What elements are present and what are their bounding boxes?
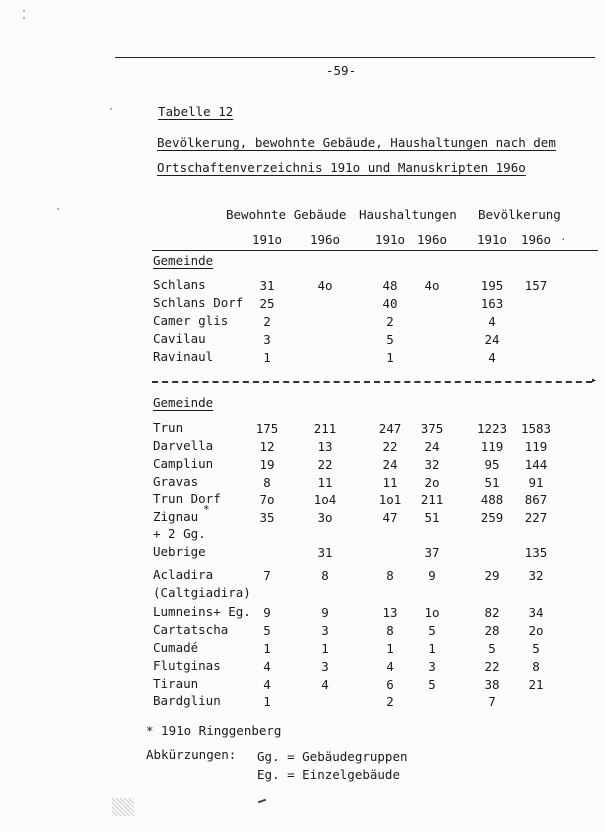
- table-cell: 227: [524, 510, 548, 525]
- row-name: Bardgliun: [153, 693, 221, 708]
- top-rule: [115, 57, 595, 58]
- table-cell: 119: [480, 439, 504, 454]
- table-label: Tabelle 12: [158, 104, 234, 119]
- table-cell: 4: [321, 677, 329, 692]
- row-name: Gravas: [153, 474, 199, 489]
- table-cell: 7: [488, 694, 496, 709]
- table-cell: 2: [386, 314, 394, 329]
- table-cell: 31: [259, 278, 275, 293]
- table-cell: 375: [420, 421, 444, 436]
- table-cell: 1: [386, 350, 394, 365]
- table-cell: 11: [382, 475, 398, 490]
- header-haushaltungen: Haushaltungen: [359, 207, 457, 222]
- table-cell: 4: [263, 659, 271, 674]
- table-cell: 4: [488, 314, 496, 329]
- abbreviation-line: Eg. = Einzelgebäude: [257, 767, 400, 782]
- table-cell: 8: [386, 568, 394, 583]
- table-cell: 5: [263, 623, 271, 638]
- table-cell: 135: [524, 545, 548, 560]
- header-bevoelkerung: Bevölkerung: [478, 207, 561, 222]
- table-cell: 157: [524, 278, 548, 293]
- row-name: Schlans: [153, 277, 206, 292]
- row-name: Trun Dorf: [153, 491, 221, 506]
- row-name: Acladira: [153, 567, 214, 582]
- row-name: + 2 Gg.: [153, 526, 206, 541]
- table-cell: 2: [263, 314, 271, 329]
- table-cell: 8: [263, 475, 271, 490]
- row-name: Cavilau: [153, 331, 206, 346]
- section-title-1: Gemeinde: [153, 253, 214, 268]
- table-cell: 19: [259, 457, 275, 472]
- abbreviations-label: Abkürzungen:: [146, 747, 237, 762]
- table-cell: 1223: [476, 421, 508, 436]
- table-cell: 37: [424, 545, 440, 560]
- table-cell: 9: [321, 605, 329, 620]
- row-name: (Caltgiadira): [153, 585, 251, 600]
- row-name: Cartatscha: [153, 622, 229, 637]
- row-name: Lumneins+ Eg.: [153, 604, 251, 619]
- table-cell: 6: [386, 677, 394, 692]
- table-cell: 3: [428, 659, 436, 674]
- table-cell: 51: [424, 510, 440, 525]
- table-cell: 22: [484, 659, 500, 674]
- table-cell: 32: [424, 457, 440, 472]
- table-cell: 4o: [317, 278, 333, 293]
- table-cell: 1583: [520, 421, 552, 436]
- table-cell: 1: [263, 350, 271, 365]
- header-rule: [152, 250, 598, 251]
- table-cell: 5: [428, 623, 436, 638]
- table-cell: 259: [480, 510, 504, 525]
- table-cell: 22: [382, 439, 398, 454]
- section-title-2: Gemeinde: [153, 395, 214, 410]
- page-number: -59-: [326, 63, 357, 78]
- table-cell: 5: [532, 641, 540, 656]
- table-cell: 119: [524, 439, 548, 454]
- row-name: Tiraun: [153, 676, 199, 691]
- table-cell: 24: [424, 439, 440, 454]
- table-cell: 2o: [528, 623, 544, 638]
- table-cell: 488: [480, 492, 504, 507]
- table-cell: 25: [259, 296, 275, 311]
- table-cell: 29: [484, 568, 500, 583]
- table-cell: 163: [480, 296, 504, 311]
- table-cell: 175: [255, 421, 279, 436]
- table-cell: 21: [528, 677, 544, 692]
- table-cell: 1: [321, 641, 329, 656]
- year-header: 191o: [476, 232, 508, 247]
- table-cell: 32: [528, 568, 544, 583]
- table-cell: 144: [524, 457, 548, 472]
- row-name: Trun: [153, 420, 184, 435]
- table-cell: 1: [428, 641, 436, 656]
- table-cell: 91: [528, 475, 544, 490]
- table-cell: 8: [532, 659, 540, 674]
- row-name: Cumadé: [153, 640, 199, 655]
- table-cell: 1: [263, 641, 271, 656]
- table-cell: 3: [321, 623, 329, 638]
- table-cell: 51: [484, 475, 500, 490]
- table-cell: 5: [428, 677, 436, 692]
- row-name: Darvella: [153, 438, 214, 453]
- table-cell: 8: [321, 568, 329, 583]
- table-cell: 24: [382, 457, 398, 472]
- table-cell: 11: [317, 475, 333, 490]
- table-cell: 1: [263, 694, 271, 709]
- table-cell: 2o: [424, 475, 440, 490]
- dashed-separator: [152, 381, 592, 383]
- table-cell: 4: [386, 659, 394, 674]
- row-name: Uebrige: [153, 544, 206, 559]
- year-header: 196o: [416, 232, 448, 247]
- row-name: Camer glis: [153, 313, 229, 328]
- header-bewohnte-gebaeude: Bewohnte Gebäude: [226, 207, 347, 222]
- title-line-1: Bevölkerung, bewohnte Gebäude, Haushaltungen nach dem: [157, 135, 556, 150]
- table-cell: 95: [484, 457, 500, 472]
- table-cell: 4o: [424, 278, 440, 293]
- table-cell: 7: [263, 568, 271, 583]
- table-cell: 247: [378, 421, 402, 436]
- zignau-asterisk: *: [203, 503, 210, 516]
- title-line-2: Ortschaftenverzeichnis 191o und Manuskripten 196o: [157, 160, 526, 175]
- table-cell: 9: [263, 605, 271, 620]
- row-name: Zignau: [153, 509, 199, 524]
- year-header: 191o: [251, 232, 283, 247]
- row-name: Flutginas: [153, 658, 221, 673]
- table-cell: 24: [484, 332, 500, 347]
- table-cell: 3: [321, 659, 329, 674]
- table-cell: 3: [263, 332, 271, 347]
- row-name: Ravinaul: [153, 349, 214, 364]
- row-name: Campliun: [153, 456, 214, 471]
- table-cell: 5: [386, 332, 394, 347]
- table-cell: 5: [488, 641, 496, 656]
- table-cell: 35: [259, 510, 275, 525]
- table-cell: 40: [382, 296, 398, 311]
- table-cell: 31: [317, 545, 333, 560]
- year-header: 196o: [309, 232, 341, 247]
- scan-smudge: [112, 798, 134, 816]
- scan-mark: [258, 799, 266, 804]
- table-cell: 13: [382, 605, 398, 620]
- footnote: * 191o Ringgenberg: [146, 723, 282, 738]
- row-name: Schlans Dorf: [153, 295, 244, 310]
- table-cell: 34: [528, 605, 544, 620]
- table-cell: 9: [428, 568, 436, 583]
- table-cell: 28: [484, 623, 500, 638]
- table-cell: 3o: [317, 510, 333, 525]
- table-cell: 211: [313, 421, 337, 436]
- table-cell: 82: [484, 605, 500, 620]
- table-cell: 47: [382, 510, 398, 525]
- table-cell: 8: [386, 623, 394, 638]
- year-header: 191o: [374, 232, 406, 247]
- table-cell: 1o: [424, 605, 440, 620]
- table-cell: 7o: [259, 492, 275, 507]
- table-cell: 12: [259, 439, 275, 454]
- table-cell: 2: [386, 694, 394, 709]
- table-cell: 867: [524, 492, 548, 507]
- table-cell: 211: [420, 492, 444, 507]
- table-cell: 195: [480, 278, 504, 293]
- table-cell: 22: [317, 457, 333, 472]
- year-header: 196o: [520, 232, 552, 247]
- table-cell: 1: [386, 641, 394, 656]
- abbreviation-line: Gg. = Gebäudegruppen: [257, 749, 408, 764]
- table-cell: 38: [484, 677, 500, 692]
- table-cell: 4: [263, 677, 271, 692]
- table-cell: 1o1: [378, 492, 402, 507]
- table-cell: 13: [317, 439, 333, 454]
- table-cell: 1o4: [313, 492, 337, 507]
- table-cell: 4: [488, 350, 496, 365]
- table-cell: 48: [382, 278, 398, 293]
